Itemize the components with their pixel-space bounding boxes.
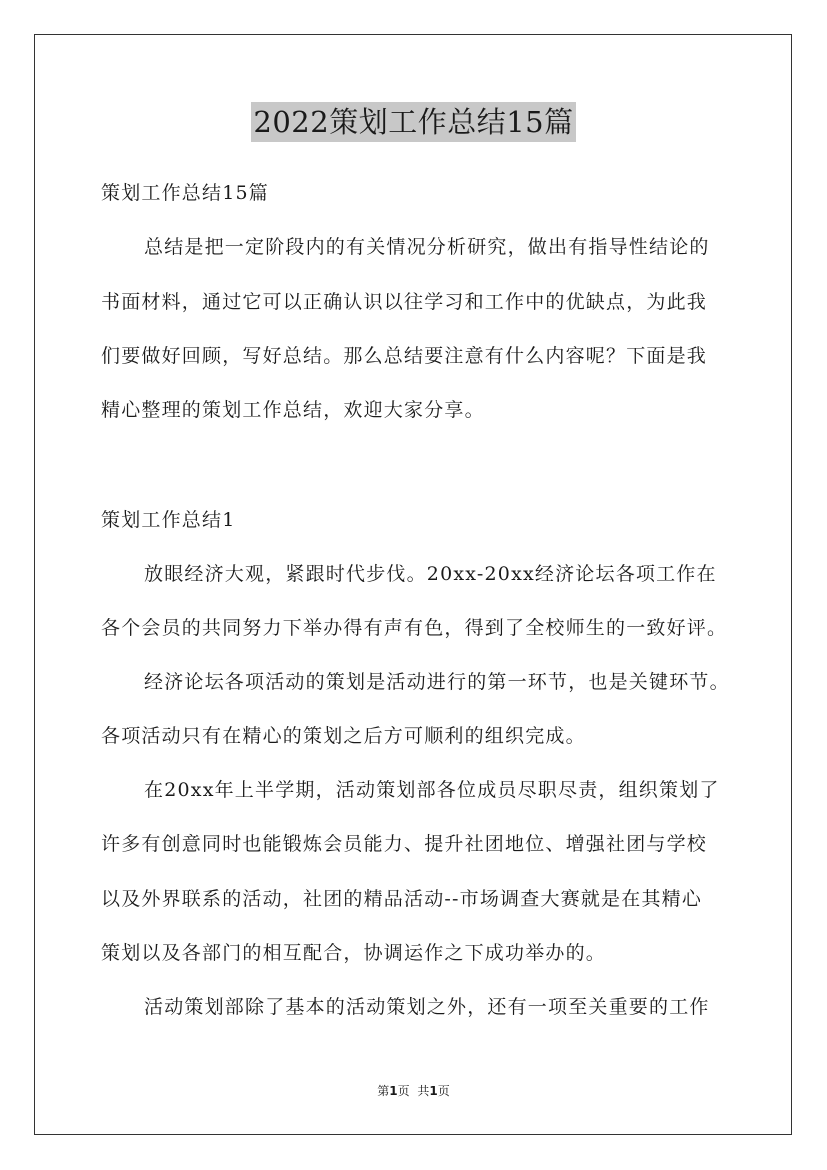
page-suffix: 页 [397, 1084, 410, 1098]
total-suffix: 页 [437, 1084, 450, 1098]
page-prefix: 第 [377, 1084, 390, 1098]
paragraph-line: 策划以及各部门的相互配合，协调运作之下成功举办的。 [101, 942, 607, 964]
section-heading-overview: 策划工作总结15篇 [101, 182, 269, 204]
paragraph-line: 总结是把一定阶段内的有关情况分析研究，做出有指导性结论的 [144, 236, 710, 258]
title-wrap [0, 102, 827, 142]
paragraph-line: 活动策划部除了基本的活动策划之外，还有一项至关重要的工作 [144, 996, 710, 1018]
paragraph-line: 各个会员的共同努力下举办得有声有色，得到了全校师生的一致好评。 [101, 617, 728, 639]
paragraph-line: 们要做好回顾，写好总结。那么总结要注意有什么内容呢？下面是我 [101, 345, 708, 367]
paragraph-line: 许多有创意同时也能锻炼会员能力、提升社团地位、增强社团与学校 [101, 833, 708, 855]
paragraph-line: 书面材料，通过它可以正确认识以往学习和工作中的优缺点，为此我 [101, 291, 708, 313]
page-number: 1 [389, 1084, 398, 1098]
paragraph-line: 放眼经济大观，紧跟时代步伐。20xx-20xx经济论坛各项工作在 [144, 563, 717, 585]
paragraph-line: 精心整理的策划工作总结，欢迎大家分享。 [101, 399, 485, 421]
page-footer [0, 1083, 827, 1099]
total-prefix: 共 [417, 1084, 430, 1098]
section-heading-1: 策划工作总结1 [101, 509, 236, 531]
total-pages: 1 [429, 1084, 438, 1098]
document-title: 2022策划工作总结15篇 [251, 102, 575, 142]
paragraph-line: 各项活动只有在精心的策划之后方可顺利的组织完成。 [101, 725, 586, 747]
paragraph-line: 经济论坛各项活动的策划是活动进行的第一环节，也是关键环节。 [144, 671, 730, 693]
paragraph-line: 在20xx年上半学期，活动策划部各位成员尽职尽责，组织策划了 [144, 779, 720, 801]
paragraph-line: 以及外界联系的活动，社团的精品活动--市场调查大赛就是在其精心 [101, 888, 703, 910]
